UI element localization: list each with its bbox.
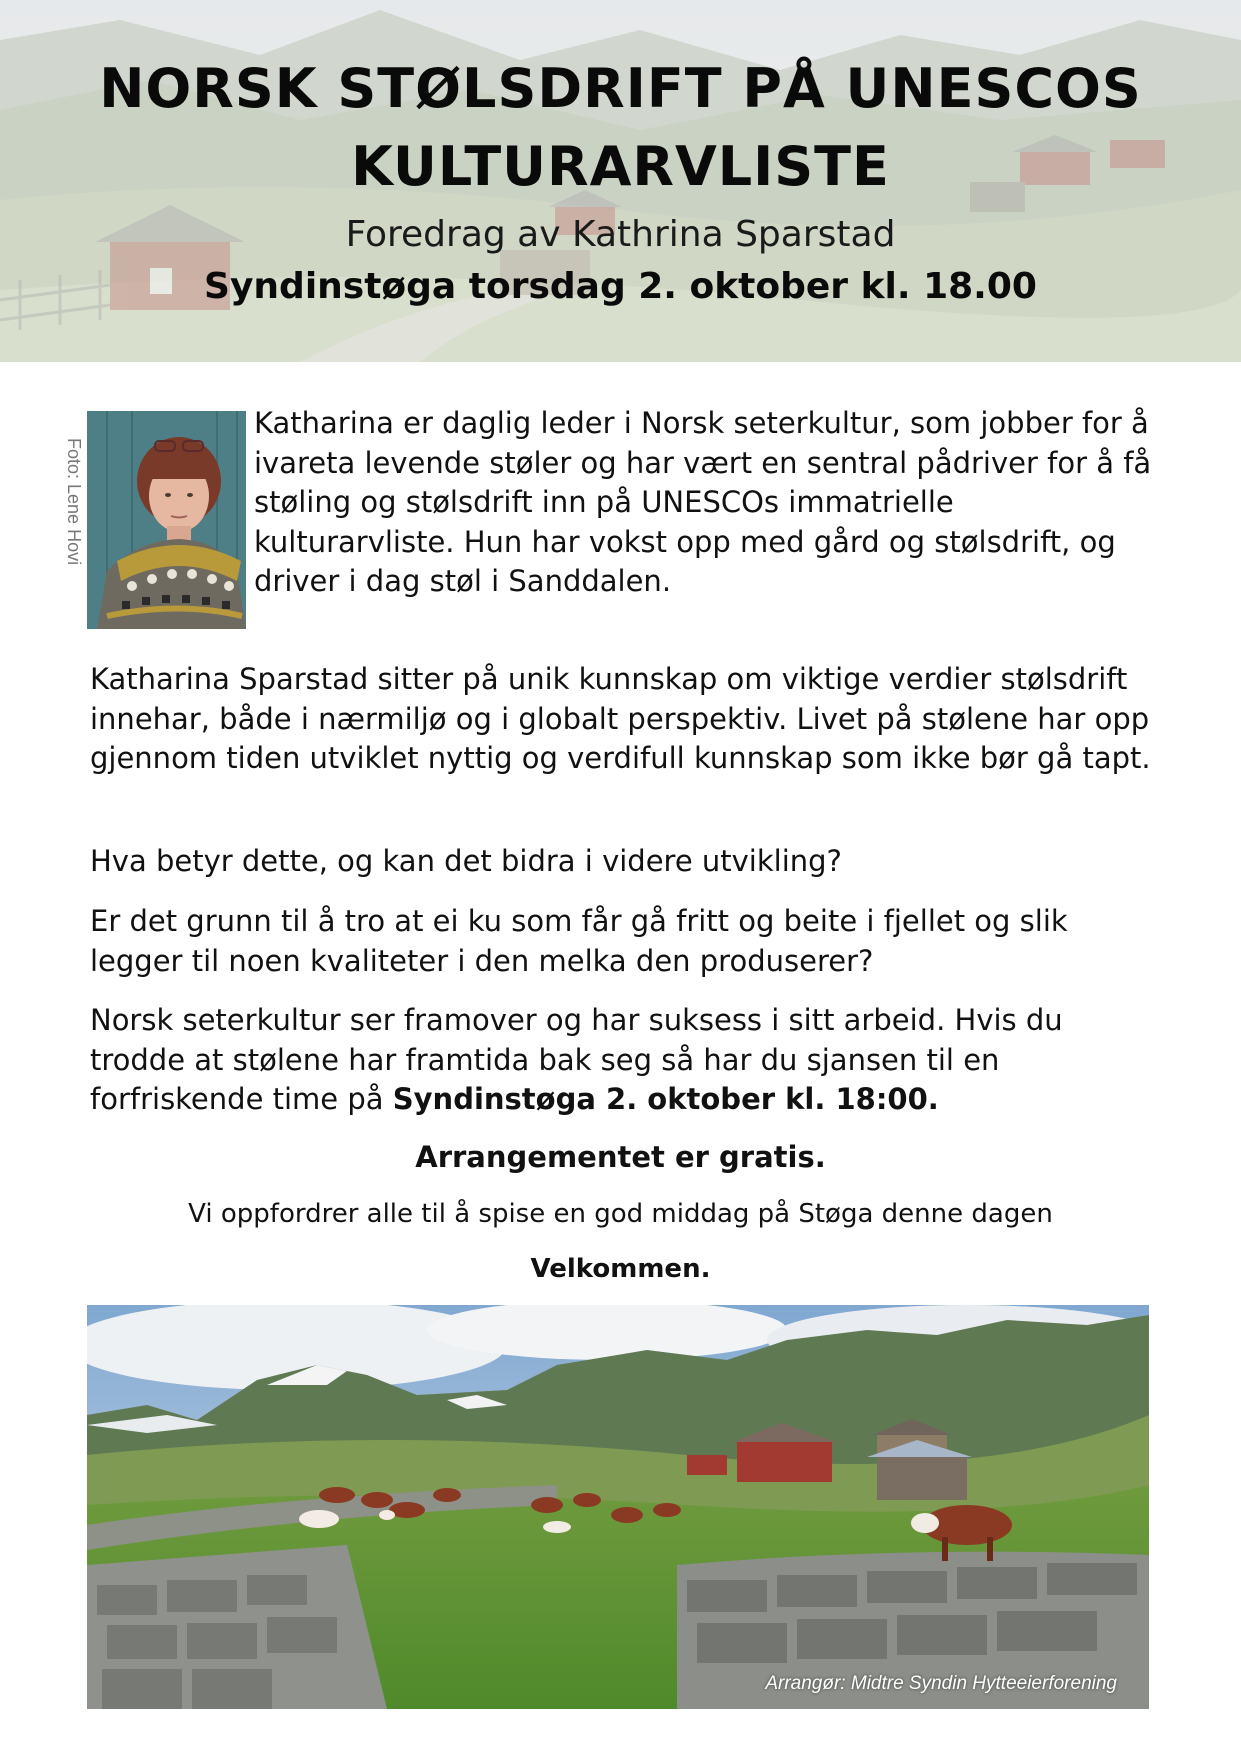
event-date-time: Syndinstøga torsdag 2. oktober kl. 18.00 xyxy=(204,266,1037,307)
free-event-note: Arrangementet er gratis. xyxy=(415,1140,826,1174)
title-line-1: NORSK STØLSDRIFT PÅ UNESCOS xyxy=(99,57,1142,120)
page-title xyxy=(0,50,1241,206)
invitation-text: Norsk seterkultur ser framover og har suksess i sitt arbeid. Hvis du trodde at stølene har framtida bak seg så har du sjansen til en forfriskende time på xyxy=(90,1003,1063,1116)
organizer-credit: Arrangør: Midtre Syndin Hytteeierforening xyxy=(765,1673,1117,1694)
paragraph-invitation xyxy=(90,1001,1160,1120)
paragraph-question-2: Er det grunn til å tro at ei ku som får gå fritt og beite i fjellet og slik legger til noen kvaliteter i den melka den produserer? xyxy=(90,904,1068,978)
invitation-date: Syndinstøga 2. oktober kl. 18:00. xyxy=(392,1082,939,1116)
photo-credit: Foto: Lene Hovi xyxy=(64,438,84,566)
paragraph-knowledge: Katharina Sparstad sitter på unik kunnskap om viktige verdier stølsdrift innehar, både i nærmiljø og i globalt perspektiv. Livet på stølene har opp gjennom tiden utviklet nyttig og verdifull kunnskap som ikke bør gå tapt. xyxy=(90,662,1151,775)
subtitle: Foredrag av Kathrina Sparstad xyxy=(345,214,896,255)
mountain-pasture-photo xyxy=(87,1305,1149,1709)
title-line-2: KULTURARVLISTE xyxy=(351,135,890,198)
pasture-illustration xyxy=(87,1305,1149,1709)
welcome-note: Velkommen. xyxy=(530,1254,711,1284)
header-banner xyxy=(0,0,1241,362)
dinner-note: Vi oppfordrer alle til å spise en god middag på Støga denne dagen xyxy=(188,1199,1053,1229)
speaker-portrait xyxy=(87,411,246,629)
portrait-illustration xyxy=(87,411,246,629)
paragraph-question-1: Hva betyr dette, og kan det bidra i videre utvikling? xyxy=(90,844,842,878)
speaker-intro: Katharina er daglig leder i Norsk seterkultur, som jobber for å ivareta levende støler og har vært en sentral pådriver for å få støling og stølsdrift inn på UNESCOs immatrielle kulturarvliste. Hun har vokst opp med gård og stølsdrift, og driver i dag støl i Sanddalen. xyxy=(254,406,1152,598)
